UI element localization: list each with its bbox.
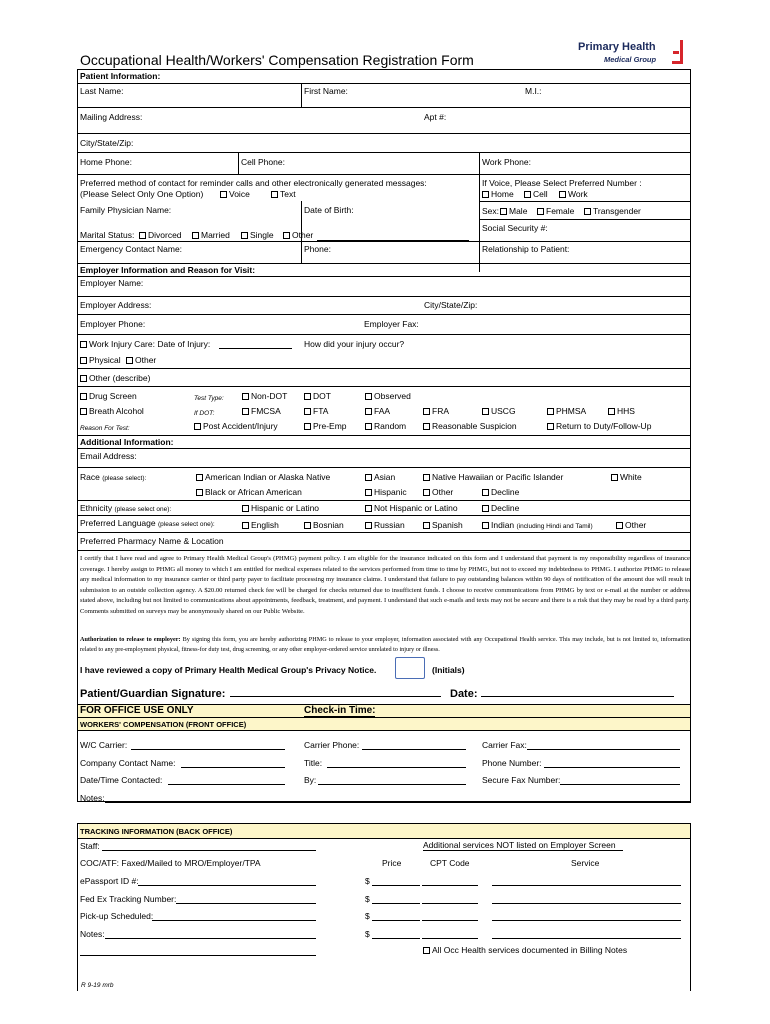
hawaiian-label: Native Hawaiian or Pacific Islander bbox=[432, 472, 564, 482]
voice-pref-label: If Voice, Please Select Preferred Number : bbox=[482, 178, 642, 188]
checkbox-icon bbox=[423, 474, 430, 481]
logo-name: Primary Health bbox=[578, 41, 656, 53]
fra-option[interactable] bbox=[423, 406, 449, 417]
faa-label: FAA bbox=[374, 406, 391, 416]
employer-section-heading: Employer Information and Reason for Visit: bbox=[80, 265, 256, 275]
checkbox-icon bbox=[482, 489, 489, 496]
lang-english-option[interactable] bbox=[242, 520, 279, 531]
first-name-field[interactable]: First Name: bbox=[304, 86, 348, 96]
dot-label: DOT bbox=[313, 391, 331, 401]
emergency-contact-field[interactable]: Emergency Contact Name: bbox=[80, 244, 183, 254]
checkbox-icon bbox=[80, 375, 87, 382]
pref-cell-label: Cell bbox=[533, 189, 548, 199]
post-accident-option[interactable] bbox=[194, 421, 278, 432]
service-header: Service bbox=[571, 858, 600, 868]
employer-name-field[interactable]: Employer Name: bbox=[80, 278, 144, 288]
checkbox-icon bbox=[559, 191, 566, 198]
checkbox-icon bbox=[547, 408, 554, 415]
work-injury-option[interactable] bbox=[80, 339, 210, 350]
hhs-label: HHS bbox=[617, 406, 635, 416]
emergency-phone-field[interactable]: Phone: bbox=[304, 244, 331, 254]
test-type-label: Test Type: bbox=[194, 395, 224, 402]
staff-field[interactable]: Staff: bbox=[80, 841, 100, 851]
logo-sub: Medical Group bbox=[604, 55, 657, 64]
authorization-body: By signing this form, you are hereby authorizing PHMG to release to your employer, information associated with any Occupational Health service. This may include, but is not limited to, information related to any pre-employment physical, fitness-for duty test, drug screening, or any other employer-ordered service unrelated to injury or illness. bbox=[80, 636, 690, 653]
contact-pref-note: (Please Select Only One Option) bbox=[80, 189, 204, 199]
price-input-3[interactable] bbox=[372, 920, 420, 921]
checkbox-icon bbox=[242, 522, 249, 529]
observed-option[interactable] bbox=[365, 391, 411, 402]
checkbox-icon bbox=[365, 489, 372, 496]
date-label: Date: bbox=[450, 688, 478, 700]
marital-label: Marital Status: bbox=[80, 230, 135, 240]
work-phone-field[interactable]: Work Phone: bbox=[482, 157, 531, 167]
pre-emp-option[interactable] bbox=[304, 421, 347, 432]
lang-spanish-option[interactable] bbox=[423, 520, 463, 531]
payment-policy-text: I certify that I have read and agree to Primary Health Medical Group's (PHMG) payment policy. I am eligible for the insurance indicated on this form and I understand that payment is my responsibility regardless of insurance coverage. I hereby assign to PHMG all money to which I am entitled for medical expenses related to the services performed from time to time by PHMG, but not to exceed my indebtedness to PHMG. I authorize PHMG to release any medical information to my insurance carrier or third party payer to facilitate processing my insurance claims. I understand that failure to pay outstanding balances within 90 days of notification of the amount due will result in submission to an outside collection agency. A $20.00 returned check fee will be charged for checks returned due to insufficient funds. I choose to receive communications from PHMG by text or e-mail at the number or address stated above, including but not limited to communications about appointments, feedback, treatment, and payment. I understand that such e-mails and texts may not be secure and there is a risk that they may be read by a third party. Comments submitted on surveys may be anonymously shared on our Public Website. bbox=[80, 555, 690, 615]
price-dollar-2: $ bbox=[365, 894, 370, 904]
checkbox-icon bbox=[365, 408, 372, 415]
sex-female-option[interactable] bbox=[537, 206, 574, 217]
pref-cell-option[interactable] bbox=[524, 189, 548, 200]
hhs-option[interactable] bbox=[608, 406, 635, 417]
random-label: Random bbox=[374, 421, 407, 431]
american-indian-label: American Indian or Alaska Native bbox=[205, 472, 331, 482]
reason-other-label: Other bbox=[135, 355, 157, 365]
lang-other-option[interactable] bbox=[616, 520, 646, 531]
checkbox-icon bbox=[611, 474, 618, 481]
checkbox-icon bbox=[423, 489, 430, 496]
employer-city-field[interactable]: City/State/Zip: bbox=[424, 300, 478, 310]
secure-fax-field[interactable]: Secure Fax Number: bbox=[482, 775, 561, 785]
indian-label: Indian bbox=[491, 520, 515, 530]
price-input-2[interactable] bbox=[372, 903, 420, 904]
checkbox-icon bbox=[537, 208, 544, 215]
voice-label: Voice bbox=[229, 189, 250, 199]
transgender-label: Transgender bbox=[593, 206, 641, 216]
city-state-zip-field[interactable]: City/State/Zip: bbox=[80, 138, 134, 148]
divorced-label: Divorced bbox=[148, 230, 182, 240]
fedex-field[interactable]: Fed Ex Tracking Number: bbox=[80, 894, 177, 904]
authorization-label: Authorization to release to employer: bbox=[80, 636, 181, 643]
cell-phone-field[interactable]: Cell Phone: bbox=[241, 157, 285, 167]
race-decline-label: Decline bbox=[491, 487, 520, 497]
privacy-notice-text: I have reviewed a copy of Primary Health Medical Group's Privacy Notice. bbox=[80, 665, 377, 675]
reason-for-test-label: Reason For Test: bbox=[80, 425, 130, 432]
ssn-field[interactable]: Social Security #: bbox=[482, 223, 548, 233]
race-american-indian-option[interactable] bbox=[196, 472, 330, 483]
injury-how-field[interactable]: How did your injury occur? bbox=[304, 339, 405, 349]
checkbox-icon bbox=[220, 191, 227, 198]
price-dollar-4: $ bbox=[365, 929, 370, 939]
lang-bosnian-option[interactable] bbox=[304, 520, 344, 531]
non-dot-label: Non-DOT bbox=[251, 391, 288, 401]
checkbox-icon bbox=[80, 393, 87, 400]
price-header: Price bbox=[382, 858, 402, 868]
fmcsa-label: FMCSA bbox=[251, 406, 281, 416]
checkbox-icon bbox=[365, 505, 372, 512]
cpt-header: CPT Code bbox=[430, 858, 470, 868]
checkbox-icon bbox=[192, 232, 199, 239]
mailing-address-field[interactable]: Mailing Address: bbox=[80, 112, 143, 122]
ethnicity-text: Ethnicity bbox=[80, 503, 113, 513]
ethnicity-note: (please select one): bbox=[114, 506, 172, 513]
checkbox-icon bbox=[271, 191, 278, 198]
sex-transgender-option[interactable] bbox=[584, 206, 641, 217]
form-revision: R 9-19 mrb bbox=[81, 982, 114, 989]
uscg-label: USCG bbox=[491, 406, 516, 416]
page-title: Occupational Health/Workers' Compensation Registration Form bbox=[80, 52, 474, 68]
checkbox-icon bbox=[80, 357, 87, 364]
checkbox-icon bbox=[608, 408, 615, 415]
checkbox-icon bbox=[584, 208, 591, 215]
email-field[interactable]: Email Address: bbox=[80, 451, 137, 461]
race-note: (please select): bbox=[102, 475, 147, 482]
checkbox-icon bbox=[241, 232, 248, 239]
checkbox-icon bbox=[500, 208, 507, 215]
physical-option[interactable] bbox=[80, 355, 121, 366]
pref-home-option[interactable] bbox=[482, 189, 514, 200]
pref-work-option[interactable] bbox=[559, 189, 588, 200]
pre-emp-label: Pre-Emp bbox=[313, 421, 347, 431]
male-label: Male bbox=[509, 206, 528, 216]
epassport-field[interactable]: ePassport ID #: bbox=[80, 876, 139, 886]
employer-fax-field[interactable]: Employer Fax: bbox=[364, 319, 419, 329]
carrier-phone-field[interactable]: Carrier Phone: bbox=[304, 740, 360, 750]
asian-label: Asian bbox=[374, 472, 396, 482]
last-name-field[interactable]: Last Name: bbox=[80, 86, 124, 96]
non-dot-option[interactable] bbox=[242, 391, 287, 402]
race-label bbox=[80, 472, 146, 484]
fmcsa-option[interactable] bbox=[242, 406, 281, 417]
signature-line[interactable] bbox=[230, 696, 441, 697]
reason-other-option[interactable] bbox=[126, 355, 156, 366]
ethnicity-not-hispanic-option[interactable] bbox=[365, 503, 458, 514]
date-contacted-field[interactable]: Date/Time Contacted: bbox=[80, 775, 163, 785]
tracking-header: TRACKING INFORMATION (BACK OFFICE) bbox=[80, 827, 233, 836]
employer-phone-field[interactable]: Employer Phone: bbox=[80, 319, 146, 329]
checkbox-icon bbox=[547, 423, 554, 430]
checkbox-icon bbox=[482, 408, 489, 415]
pref-home-label: Home bbox=[491, 189, 514, 199]
fta-label: FTA bbox=[313, 406, 329, 416]
additional-services-label: Additional services NOT listed on Employer Screen bbox=[423, 840, 616, 850]
service-input-4[interactable] bbox=[492, 938, 681, 939]
date-line[interactable] bbox=[481, 696, 674, 697]
hispanic-latino-label: Hispanic or Latino bbox=[251, 503, 320, 513]
uscg-option[interactable] bbox=[482, 406, 516, 417]
service-input-3[interactable] bbox=[492, 920, 681, 921]
reasonable-suspicion-option[interactable] bbox=[423, 421, 517, 432]
text-label: Text bbox=[280, 189, 296, 199]
indian-note: (including Hindi and Tamil) bbox=[516, 523, 593, 530]
race-white-option[interactable] bbox=[611, 472, 642, 483]
checkbox-icon bbox=[304, 408, 311, 415]
other-describe-label: Other (describe) bbox=[89, 373, 151, 383]
by-field[interactable]: By: bbox=[304, 775, 317, 785]
checkbox-icon bbox=[242, 393, 249, 400]
breath-alcohol-option[interactable] bbox=[80, 406, 144, 417]
ethnicity-hispanic-option[interactable] bbox=[242, 503, 319, 514]
checkbox-icon bbox=[616, 522, 623, 529]
if-dot-label: If DOT: bbox=[194, 410, 215, 417]
physician-field[interactable]: Family Physician Name: bbox=[80, 205, 172, 215]
service-input-2[interactable] bbox=[492, 903, 681, 904]
single-label: Single bbox=[250, 230, 274, 240]
race-decline-option[interactable] bbox=[482, 487, 519, 498]
race-black-option[interactable] bbox=[196, 487, 302, 498]
reasonable-suspicion-label: Reasonable Suspicion bbox=[432, 421, 517, 431]
contact-pref-label: Preferred method of contact for reminder calls and other electronically generated messages: bbox=[80, 178, 427, 188]
text-option[interactable] bbox=[271, 189, 296, 200]
price-dollar-1: $ bbox=[365, 876, 370, 886]
checkbox-icon bbox=[482, 191, 489, 198]
return-duty-option[interactable] bbox=[547, 421, 651, 432]
faa-option[interactable] bbox=[365, 406, 390, 417]
sex-male-option[interactable] bbox=[500, 206, 527, 217]
marital-married-option[interactable] bbox=[192, 230, 230, 241]
other-label: Other bbox=[292, 230, 314, 240]
logo bbox=[566, 38, 688, 72]
phmsa-label: PHMSA bbox=[556, 406, 587, 416]
work-injury-label: Work Injury Care: Date of Injury: bbox=[89, 339, 211, 349]
checkbox-icon bbox=[139, 232, 146, 239]
race-hispanic-option[interactable] bbox=[365, 487, 407, 498]
post-accident-label: Post Accident/Injury bbox=[203, 421, 278, 431]
lang-indian-option[interactable] bbox=[482, 520, 593, 532]
cpt-input-2[interactable] bbox=[422, 903, 478, 904]
checkbox-icon bbox=[80, 341, 87, 348]
checkbox-icon bbox=[126, 357, 133, 364]
checkbox-icon bbox=[482, 522, 489, 529]
random-option[interactable] bbox=[365, 421, 406, 432]
additional-section-heading: Additional Information: bbox=[80, 437, 174, 447]
authorization-text bbox=[80, 635, 690, 655]
cpt-input-3[interactable] bbox=[422, 920, 478, 921]
hispanic-label: Hispanic bbox=[374, 487, 407, 497]
ethnicity-decline-option[interactable] bbox=[482, 503, 519, 514]
wc-carrier-field[interactable]: W/C Carrier: bbox=[80, 740, 128, 750]
employer-address-field[interactable]: Employer Address: bbox=[80, 300, 152, 310]
checkbox-icon bbox=[423, 947, 430, 954]
price-dollar-3: $ bbox=[365, 911, 370, 921]
tracking-notes-field[interactable]: Notes: bbox=[80, 929, 105, 939]
language-note: (please select one): bbox=[158, 521, 215, 528]
checkbox-icon bbox=[524, 191, 531, 198]
fta-option[interactable] bbox=[304, 406, 328, 417]
dob-field[interactable]: Date of Birth: bbox=[304, 205, 354, 215]
other-describe-option[interactable] bbox=[80, 373, 150, 384]
carrier-fax-field[interactable]: Carrier Fax: bbox=[482, 740, 527, 750]
price-input-1[interactable] bbox=[372, 885, 420, 886]
observed-label: Observed bbox=[374, 391, 411, 401]
dot-option[interactable] bbox=[304, 391, 331, 402]
not-hispanic-label: Not Hispanic or Latino bbox=[374, 503, 458, 513]
checkbox-icon bbox=[365, 423, 372, 430]
bosnian-label: Bosnian bbox=[313, 520, 344, 530]
service-input-1[interactable] bbox=[492, 885, 681, 886]
checkbox-icon bbox=[80, 408, 87, 415]
checkbox-icon bbox=[423, 423, 430, 430]
checkbox-icon bbox=[304, 423, 311, 430]
pharmacy-field[interactable]: Preferred Pharmacy Name & Location bbox=[80, 536, 224, 546]
ethnicity-label bbox=[80, 503, 171, 515]
white-label: White bbox=[620, 472, 642, 482]
checkbox-icon bbox=[423, 408, 430, 415]
checkbox-icon bbox=[304, 393, 311, 400]
billing-notes-label: All Occ Health services documented in Billing Notes bbox=[432, 945, 628, 955]
checkbox-icon bbox=[365, 393, 372, 400]
female-label: Female bbox=[546, 206, 575, 216]
english-label: English bbox=[251, 520, 279, 530]
initials-label: (Initials) bbox=[432, 665, 465, 675]
marital-other-option[interactable] bbox=[283, 230, 313, 241]
title-field[interactable]: Title: bbox=[304, 758, 323, 768]
return-duty-label: Return to Duty/Follow-Up bbox=[556, 421, 652, 431]
checkbox-icon bbox=[365, 474, 372, 481]
cpt-input-4[interactable] bbox=[422, 938, 478, 939]
marital-single-option[interactable] bbox=[241, 230, 274, 241]
race-asian-option[interactable] bbox=[365, 472, 395, 483]
race-other-option[interactable] bbox=[423, 487, 453, 498]
ethnicity-decline-label: Decline bbox=[491, 503, 520, 513]
relationship-field[interactable]: Relationship to Patient: bbox=[482, 244, 570, 254]
checkbox-icon bbox=[283, 232, 290, 239]
lang-other-label: Other bbox=[625, 520, 647, 530]
cpt-input-1[interactable] bbox=[422, 885, 478, 886]
race-other-label: Other bbox=[432, 487, 454, 497]
apt-field[interactable]: Apt #: bbox=[424, 112, 447, 122]
signature-label: Patient/Guardian Signature: bbox=[80, 688, 226, 700]
race-hawaiian-option[interactable] bbox=[423, 472, 563, 483]
lang-russian-option[interactable] bbox=[365, 520, 405, 531]
notes-field[interactable]: Notes: bbox=[80, 793, 105, 803]
checkbox-icon bbox=[304, 522, 311, 529]
price-input-4[interactable] bbox=[372, 938, 420, 939]
voice-option[interactable] bbox=[220, 189, 250, 200]
drug-screen-label: Drug Screen bbox=[89, 391, 137, 401]
checkbox-icon bbox=[423, 522, 430, 529]
language-text: Preferred Language bbox=[80, 518, 156, 528]
checkbox-icon bbox=[196, 489, 203, 496]
mi-field[interactable]: M.I.: bbox=[525, 86, 542, 96]
fra-label: FRA bbox=[432, 406, 449, 416]
married-label: Married bbox=[201, 230, 230, 240]
pickup-field[interactable]: Pick-up Scheduled: bbox=[80, 911, 154, 921]
race-text: Race bbox=[80, 472, 100, 482]
breath-alcohol-label: Breath Alcohol bbox=[89, 406, 144, 416]
billing-notes-option[interactable] bbox=[423, 945, 627, 956]
pref-work-label: Work bbox=[568, 189, 588, 199]
wc-header: WORKERS' COMPENSATION (FRONT OFFICE) bbox=[80, 720, 247, 729]
checkbox-icon bbox=[196, 474, 203, 481]
drug-screen-option[interactable] bbox=[80, 391, 137, 402]
russian-label: Russian bbox=[374, 520, 405, 530]
marital-divorced-option[interactable] bbox=[139, 230, 182, 241]
language-label bbox=[80, 518, 215, 530]
coc-label: COC/ATF: Faxed/Mailed to MRO/Employer/TPA bbox=[80, 858, 261, 868]
black-label: Black or African American bbox=[205, 487, 302, 497]
checkbox-icon bbox=[194, 423, 201, 430]
phmsa-option[interactable] bbox=[547, 406, 586, 417]
checkbox-icon bbox=[242, 505, 249, 512]
checkbox-icon bbox=[365, 522, 372, 529]
initials-input[interactable] bbox=[395, 657, 425, 679]
office-use-label: FOR OFFICE USE ONLY bbox=[80, 705, 194, 716]
company-contact-field[interactable]: Company Contact Name: bbox=[80, 758, 176, 768]
spanish-label: Spanish bbox=[432, 520, 463, 530]
physical-label: Physical bbox=[89, 355, 121, 365]
checkbox-icon bbox=[242, 408, 249, 415]
checkin-time-label[interactable]: Check-in Time: bbox=[304, 705, 376, 716]
patient-section-heading: Patient Information: bbox=[80, 71, 161, 81]
home-phone-field[interactable]: Home Phone: bbox=[80, 157, 132, 167]
phone-number-field[interactable]: Phone Number: bbox=[482, 758, 542, 768]
checkbox-icon bbox=[482, 505, 489, 512]
sex-label: Sex: bbox=[482, 206, 500, 216]
